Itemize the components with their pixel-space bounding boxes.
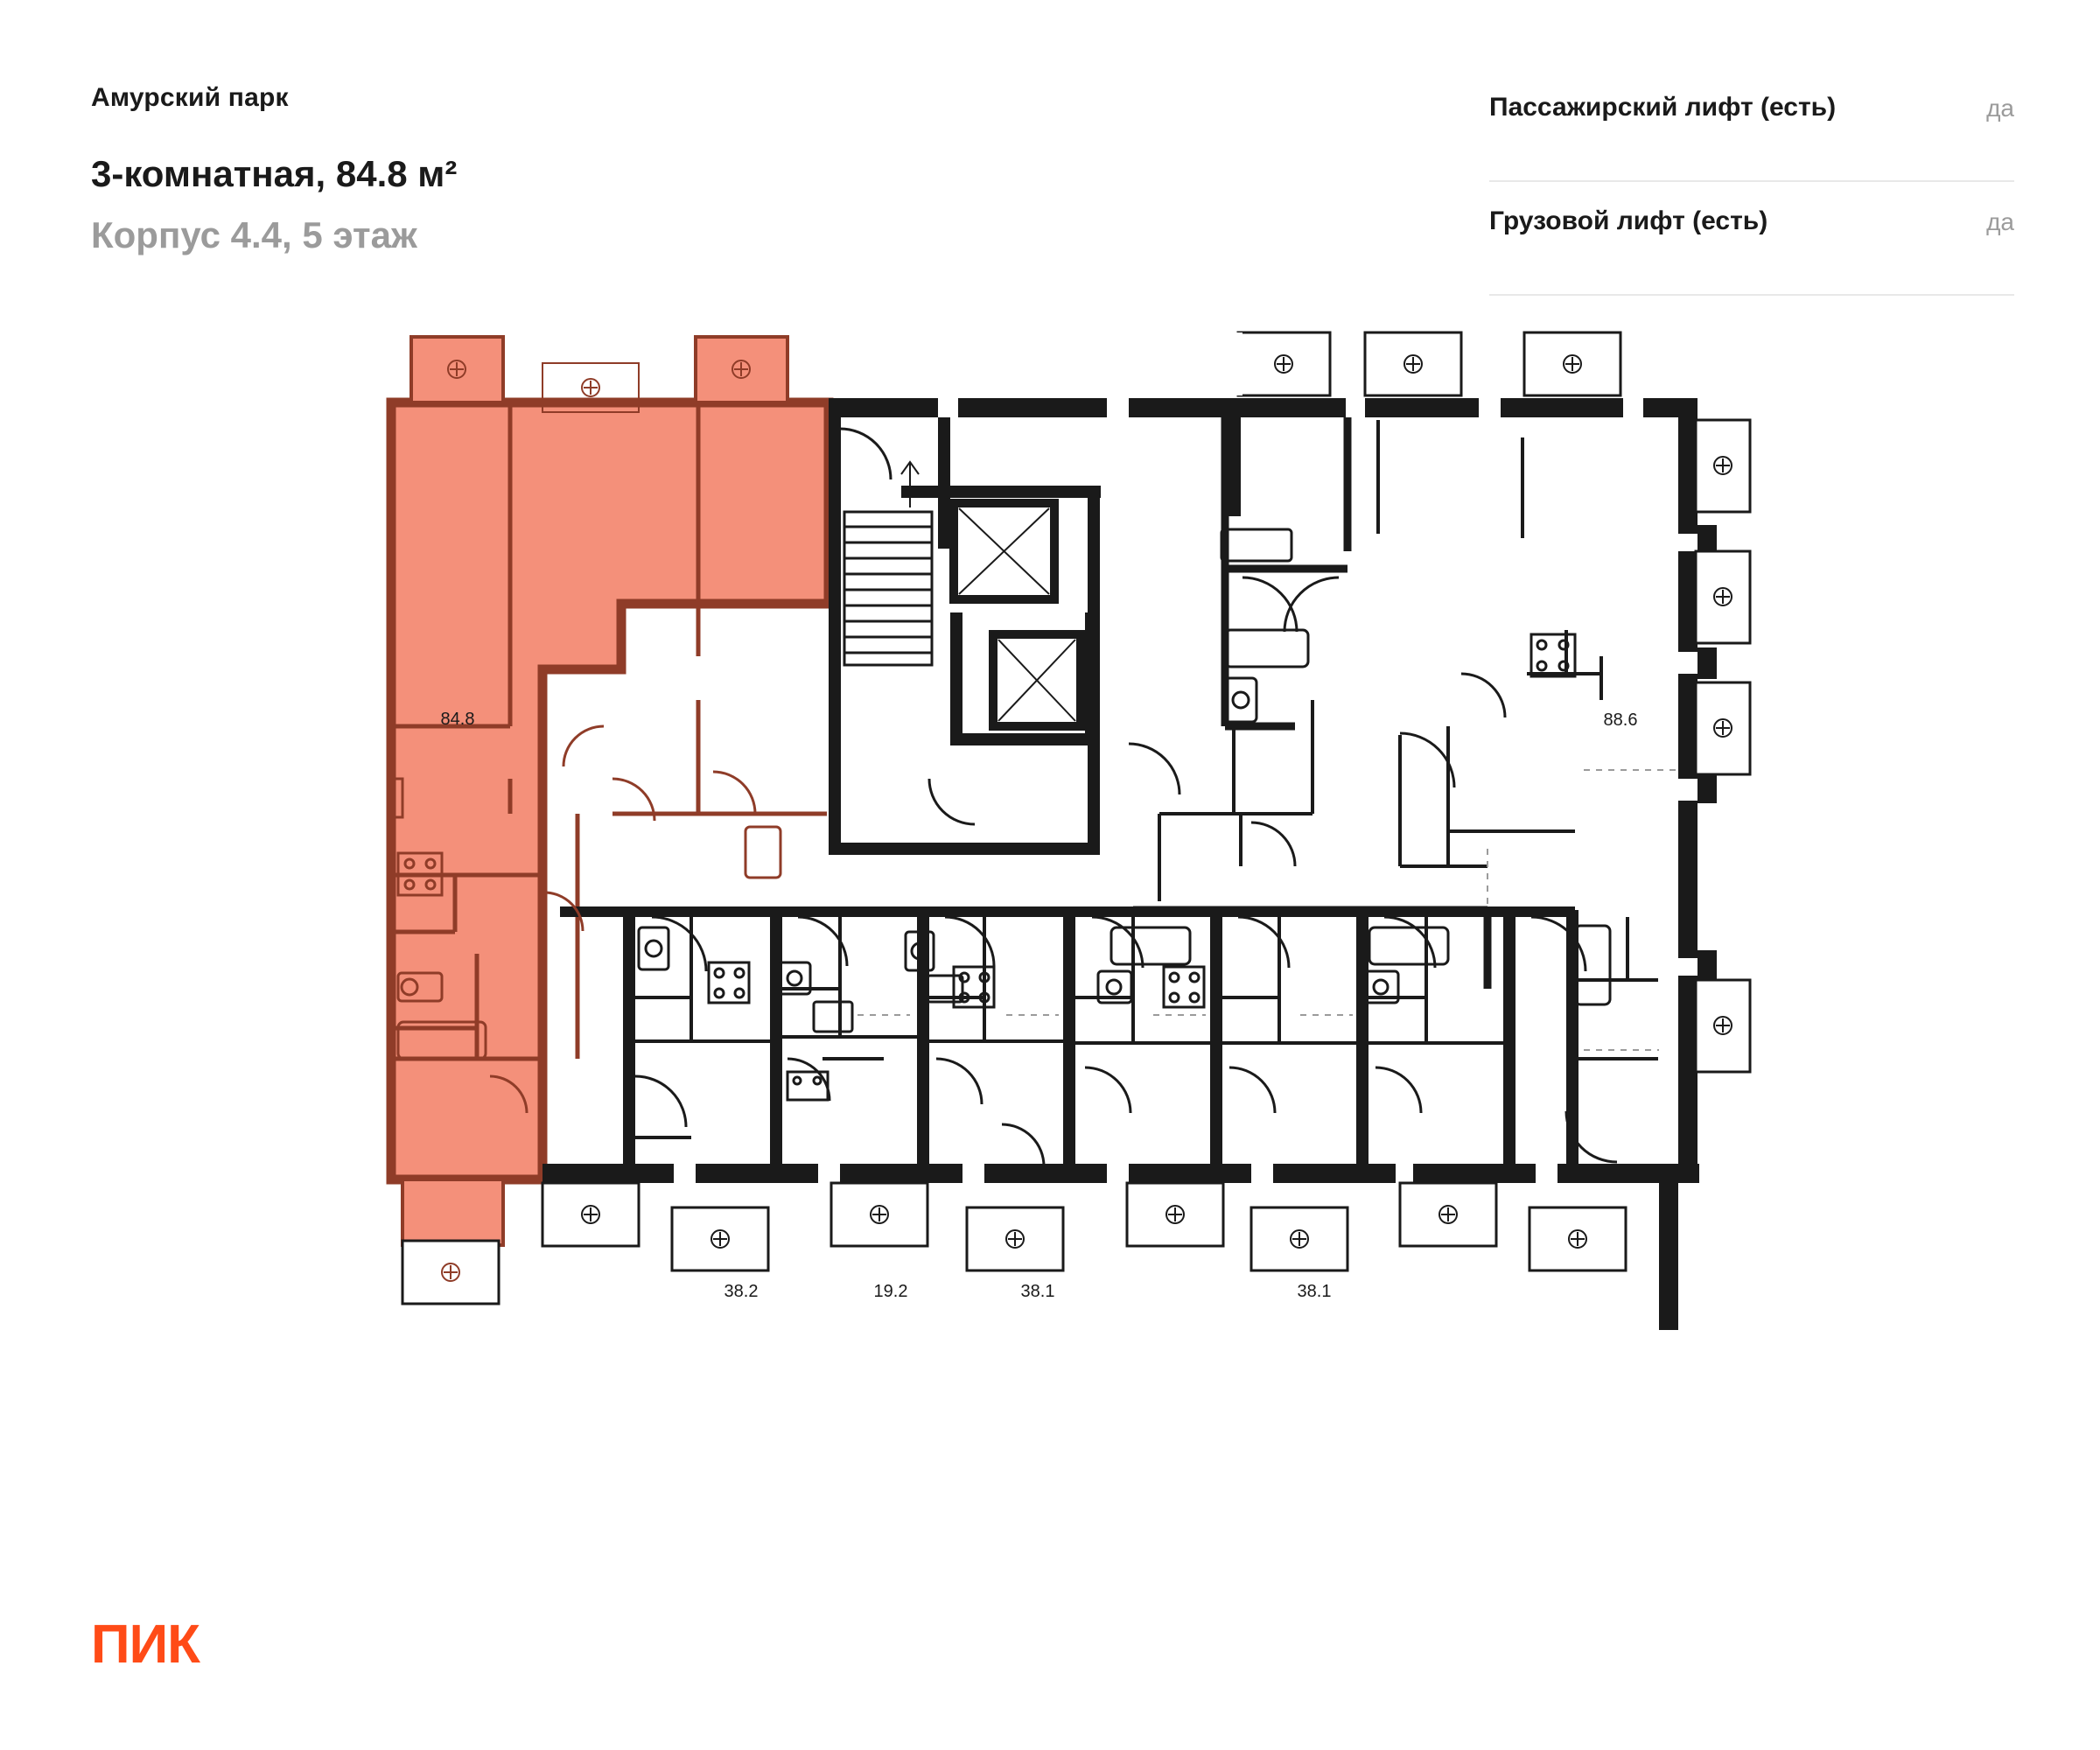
lower-apartments-fixtures — [639, 926, 1610, 1100]
spec-label-passenger-lift: Пассажирский лифт (есть) — [1489, 93, 1837, 122]
area-label-38-2: 38.2 — [724, 1282, 759, 1301]
spec-value-passenger-lift: да — [1986, 94, 2014, 122]
area-label-38-1-b: 38.1 — [1297, 1282, 1332, 1301]
spec-value-freight-lift: да — [1986, 208, 2014, 235]
apartment-88-6 — [1133, 417, 1488, 989]
spec-label-freight-lift: Грузовой лифт (есть) — [1489, 206, 1768, 235]
header — [0, 0, 2100, 289]
project-name: Амурский парк — [91, 83, 289, 112]
floor-plan — [0, 289, 2100, 1514]
passenger-lift-shaft — [954, 503, 1054, 599]
floor-plan-drawing — [0, 289, 2100, 1514]
table-row — [1489, 68, 2014, 182]
plan-geometry — [391, 332, 1750, 1330]
apartment-88-6-fixtures — [1222, 529, 1575, 722]
logo-text: ПИК — [91, 1614, 200, 1675]
pik-logo — [91, 1614, 266, 1676]
area-label-88-6: 88.6 — [1603, 710, 1638, 730]
highlighted-apartment — [391, 337, 829, 1245]
freight-lift-shaft — [993, 634, 1081, 726]
area-label-19-2: 19.2 — [873, 1282, 908, 1301]
specification-table — [1489, 68, 2014, 296]
area-label-84-8: 84.8 — [440, 710, 475, 729]
page-title: 3-комнатная, 84.8 м² — [91, 153, 458, 194]
table-row — [1489, 182, 2014, 296]
building-core — [829, 417, 1101, 855]
page-subtitle: Корпус 4.4, 5 этаж — [91, 214, 417, 256]
area-label-38-1-a: 38.1 — [1020, 1282, 1055, 1301]
